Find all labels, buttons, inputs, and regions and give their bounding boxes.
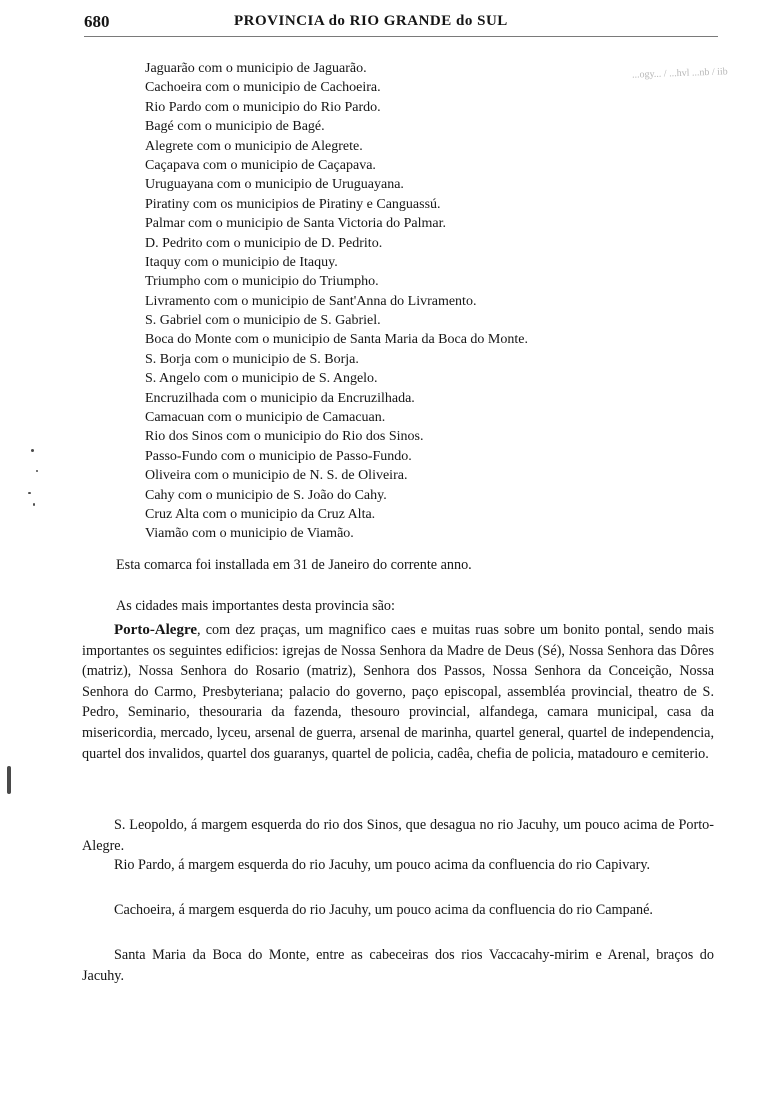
list-item: Uruguayana com o municipio de Uruguayana. bbox=[145, 177, 404, 193]
list-item: S. Borja com o municipio de S. Borja. bbox=[145, 351, 359, 367]
list-item: Boca do Monte com o municipio de Santa Maria da Boca do Monte. bbox=[145, 332, 528, 348]
list-item: Piratiny com os municipios de Piratiny e Canguassú. bbox=[145, 196, 441, 212]
list-item: Triumpho com o municipio do Triumpho. bbox=[145, 274, 379, 290]
comarca-list bbox=[145, 59, 665, 544]
installation-note: Esta comarca foi installada em 31 de Janeiro do corrente anno. bbox=[116, 557, 472, 573]
list-item: Oliveira com o municipio de N. S. de Oliveira. bbox=[145, 468, 408, 484]
city-paragraph: Rio Pardo, á margem esquerda do rio Jacuhy, um pouco acima da confluencia do rio Capivary. bbox=[114, 857, 651, 873]
list-item: Viamão com o municipio de Viamão. bbox=[145, 526, 354, 542]
scan-speck bbox=[36, 470, 38, 472]
list-item: Alegrete com o municipio de Alegrete. bbox=[145, 138, 363, 154]
list-item: Cruz Alta com o municipio da Cruz Alta. bbox=[145, 506, 376, 522]
running-head: PROVINCIA do RIO GRANDE do SUL bbox=[234, 13, 508, 29]
list-item: Rio dos Sinos com o municipio do Rio dos Sinos. bbox=[145, 429, 424, 445]
list-item: Cahy com o municipio de S. João do Cahy. bbox=[145, 487, 387, 503]
scan-speck bbox=[28, 492, 31, 494]
city-paragraph: Cachoeira, á margem esquerda do rio Jacuhy, um pouco acima da confluencia do rio Campané. bbox=[114, 902, 653, 918]
list-item: Camacuan com o municipio de Camacuan. bbox=[145, 410, 386, 426]
list-item: Rio Pardo com o municipio do Rio Pardo. bbox=[145, 99, 381, 115]
porto-alegre-description: , com dez praças, um magnifico caes e muitas ruas sobre um bonito pontal, sendo mais importantes os seguintes edificios: igrejas de Nossa Senhora da Madre de Deus (Sé), Nossa Senhora das Dôres (matriz), Nossa Senhora do Rosario (matriz), Senhora dos Passos, Nossa Senhora da Conceição, Nossa Senhora do Carmo, Presbyteriana; palacio do governo, paço episcopal, assembléa provincial, theatro de S. Pedro, Seminario, thesouraria da fazenda, thesouro provincial, alfandega, camara municipal, casa da misericordia, mercado, lyceu, arsenal de guerra, arsenal de marinha, quartel general, quartel de independencia, quartel dos invalidos, quartel dos guaranys, quartel de policia, cadêa, chefia de policia, matadouro e cemiterio. bbox=[82, 622, 714, 762]
city-name-porto-alegre: Porto-Alegre bbox=[114, 622, 198, 638]
list-item: Livramento com o municipio de Sant'Anna do Livramento. bbox=[145, 293, 477, 309]
list-item: S. Gabriel com o municipio de S. Gabriel. bbox=[145, 313, 381, 329]
list-item: Bagé com o municipio de Bagé. bbox=[145, 119, 325, 135]
scan-speck bbox=[7, 766, 11, 794]
list-item: Palmar com o municipio de Santa Victoria do Palmar. bbox=[145, 216, 447, 232]
list-item: Itaquy com o municipio de Itaquy. bbox=[145, 254, 338, 270]
list-item: Cachoeira com o municipio de Cachoeira. bbox=[145, 80, 381, 96]
list-item: S. Angelo com o municipio de S. Angelo. bbox=[145, 371, 378, 387]
list-item: Jaguarão com o municipio de Jaguarão. bbox=[145, 61, 367, 76]
list-item: Caçapava com o municipio de Caçapava. bbox=[145, 157, 376, 173]
page-number: 680 bbox=[84, 12, 110, 31]
list-item: Encruzilhada com o municipio da Encruzilhada. bbox=[145, 390, 415, 406]
scan-speck bbox=[31, 449, 34, 452]
page-header bbox=[84, 12, 724, 36]
section-intro: As cidades mais importantes desta provincia são: bbox=[116, 598, 395, 614]
list-item: D. Pedrito com o municipio de D. Pedrito. bbox=[145, 235, 383, 251]
porto-alegre-paragraph bbox=[82, 620, 714, 764]
scan-speck bbox=[33, 503, 35, 506]
margin-note: ...ogy... / ...hvl ...nb / iib bbox=[631, 66, 728, 81]
list-item: Passo-Fundo com o municipio de Passo-Fundo. bbox=[145, 448, 412, 464]
city-paragraph: S. Leopoldo, á margem esquerda do rio dos Sinos, que desagua no rio Jacuhy, um pouco acima de Porto-Alegre. bbox=[82, 817, 714, 854]
header-rule bbox=[84, 36, 718, 37]
city-paragraph: Santa Maria da Boca do Monte, entre as cabeceiras dos rios Vaccacahy-mirim e Arenal, braços do Jacuhy. bbox=[82, 947, 714, 984]
